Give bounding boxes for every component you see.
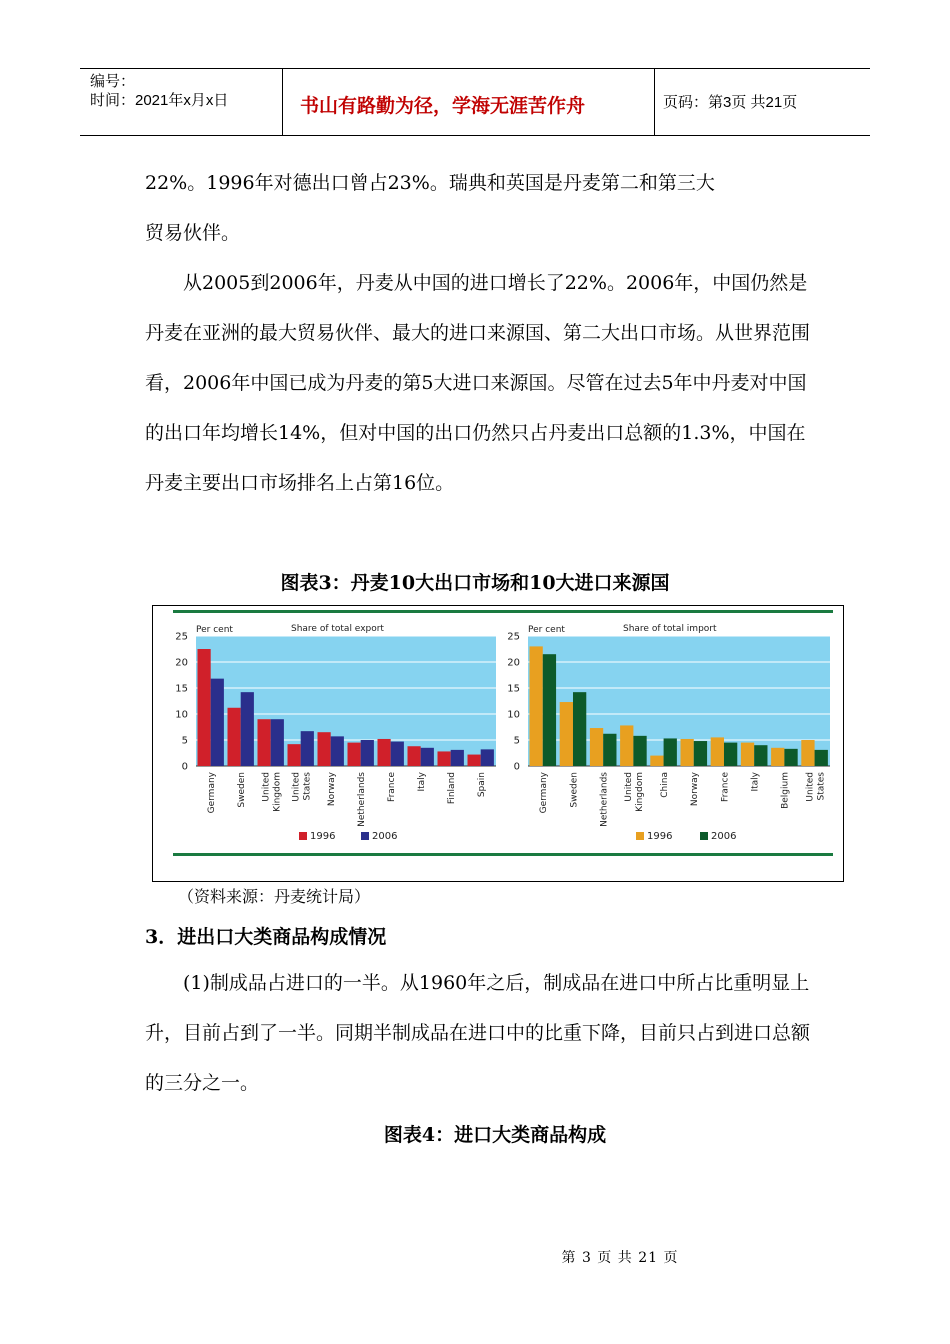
header-number-label: 编号：: [90, 73, 136, 90]
import-category-label: Kingdom: [635, 772, 646, 812]
import-category-label: United: [624, 772, 635, 802]
export-category-label: Spain: [477, 772, 487, 798]
header-time-label: 时间：2021年x月x日: [90, 92, 229, 109]
export-bar-2006: [241, 692, 254, 766]
header-motto: 书山有路勤为径，学海无涯苦作舟: [300, 95, 586, 117]
export-category-label: France: [387, 772, 397, 802]
export-import-charts: [153, 606, 843, 881]
import-category-label: Norway: [690, 772, 701, 807]
import-bar-1996: [741, 743, 754, 766]
import-bar-1996: [590, 728, 603, 766]
export-bar-2006: [421, 748, 434, 766]
paragraph-3-text: (1)制成品占进口的一半。从1960年之后，制成品在进口中所占比重明显上升，目前占到了一半。同期半制成品在进口中的比重下降，目前只占到进口总额的三分之一。: [145, 972, 811, 1094]
export-y-tick-label: 0: [181, 761, 188, 773]
import-bar-2006: [573, 692, 586, 766]
import-y-tick-label: 25: [507, 631, 520, 643]
export-bar-1996: [318, 732, 331, 766]
import-category-label: Belgium: [780, 772, 791, 809]
paragraph-1-line-1: 22%。1996年对德出口曾占23%。瑞典和英国是丹麦第二和第三大: [145, 172, 715, 194]
header-divider-right: [654, 68, 655, 136]
import-y-tick-label: 20: [507, 657, 520, 669]
export-bar-2006: [271, 719, 284, 766]
export-category-label: United: [291, 772, 302, 802]
export-y-tick-label: 20: [175, 657, 188, 669]
import-bar-2006: [754, 745, 767, 766]
export-bar-2006: [481, 749, 494, 766]
import-category-label: China: [659, 772, 670, 798]
export-legend-swatch-2006: [361, 832, 369, 840]
export-bar-1996: [198, 649, 211, 766]
export-bar-1996: [378, 739, 391, 766]
paragraph-2: [145, 258, 815, 508]
export-bar-1996: [288, 744, 301, 766]
export-bar-2006: [301, 731, 314, 766]
import-bar-2006: [543, 654, 556, 766]
export-bar-1996: [348, 743, 361, 766]
import-bar-1996: [650, 756, 663, 766]
export-legend-label: 1996: [310, 831, 336, 842]
section-3-title: 3．进出口大类商品构成情况: [145, 926, 387, 948]
import-bar-2006: [724, 743, 737, 766]
export-bar-2006: [391, 742, 404, 766]
export-category-label: Norway: [327, 772, 337, 807]
import-bar-1996: [620, 725, 633, 766]
figure-3-caption: 图表3：丹麦10大出口市场和10大进口来源国: [280, 572, 670, 594]
export-y-axis-label: Per cent: [196, 625, 233, 635]
import-bar-1996: [560, 702, 573, 766]
export-legend-swatch-1996: [299, 832, 307, 840]
export-y-tick-label: 5: [181, 735, 188, 747]
import-legend-label: 2006: [711, 831, 737, 842]
export-legend-label: 2006: [372, 831, 398, 842]
export-category-label: Kingdom: [272, 772, 283, 812]
export-bar-1996: [258, 719, 271, 766]
import-y-axis-label: Per cent: [528, 625, 565, 635]
export-y-tick-label: 10: [175, 709, 188, 721]
import-chart-title: Share of total import: [623, 624, 717, 634]
import-legend-swatch-2006: [700, 832, 708, 840]
import-bar-2006: [664, 738, 677, 766]
export-category-label: Germany: [207, 772, 217, 814]
export-category-label: Italy: [417, 772, 427, 792]
header-bottom-rule: [80, 135, 870, 136]
page-footer: 第 3 页 共 21 页: [561, 1250, 679, 1266]
import-category-label: United: [805, 772, 816, 802]
paragraph-1-line-2: 贸易伙伴。: [145, 222, 241, 244]
export-category-label: Sweden: [237, 772, 247, 808]
export-category-label: United: [261, 772, 272, 802]
header-top-rule: [80, 68, 870, 69]
export-bar-1996: [468, 755, 481, 766]
import-bar-2006: [603, 734, 616, 766]
import-bar-2006: [784, 749, 797, 766]
import-category-label: Netherlands: [599, 772, 610, 827]
import-y-tick-label: 15: [507, 683, 520, 695]
header-page-info: 页码：第3页 共21页: [663, 94, 798, 111]
import-y-tick-label: 10: [507, 709, 520, 721]
export-bar-2006: [211, 679, 224, 766]
import-bar-1996: [711, 737, 724, 766]
import-bar-2006: [694, 741, 707, 766]
paragraph-1: [145, 158, 815, 258]
import-category-label: States: [816, 772, 827, 801]
import-y-tick-label: 5: [513, 735, 520, 747]
paragraph-3: [145, 958, 815, 1108]
export-category-label: Finland: [447, 772, 457, 805]
import-category-label: France: [720, 772, 731, 802]
import-bar-1996: [771, 748, 784, 766]
export-bar-1996: [408, 746, 421, 766]
export-bar-2006: [451, 750, 464, 766]
import-bar-2006: [633, 736, 646, 766]
import-legend-swatch-1996: [636, 832, 644, 840]
figure-4-caption: 图表4：进口大类商品构成: [383, 1124, 607, 1146]
export-y-tick-label: 25: [175, 631, 188, 643]
import-category-label: Germany: [539, 772, 550, 814]
import-bar-1996: [530, 646, 543, 766]
import-bar-1996: [801, 740, 814, 766]
import-legend-label: 1996: [647, 831, 673, 842]
import-category-label: Sweden: [569, 772, 580, 808]
import-bar-1996: [681, 739, 694, 766]
import-bar-2006: [815, 750, 828, 766]
export-category-label: States: [302, 772, 313, 801]
header-divider-left: [282, 68, 283, 136]
export-bar-2006: [361, 740, 374, 766]
export-bar-1996: [438, 751, 451, 766]
figure-3-frame: [152, 605, 844, 882]
import-y-tick-label: 0: [513, 761, 520, 773]
export-bar-2006: [331, 736, 344, 766]
export-chart-title: Share of total export: [291, 624, 384, 634]
paragraph-2-text: 从2005到2006年，丹麦从中国的进口增长了22%。2006年，中国仍然是丹麦在亚洲的最大贸易伙伴、最大的进口来源国、第二大出口市场。从世界范围看，2006年中国已成为丹麦的第5大进口来源国。尽管在过去5年中丹麦对中国的出口年均增长14%，但对中国的出口仍然只占丹麦出口总额的1.3%，中国在丹麦主要出口市场排名上占第16位。: [145, 272, 811, 494]
figure-3-source: （资料来源：丹麦统计局）: [178, 887, 371, 906]
import-category-label: Italy: [750, 772, 761, 792]
export-bar-1996: [228, 708, 241, 766]
export-category-label: Netherlands: [357, 772, 367, 827]
export-y-tick-label: 15: [175, 683, 188, 695]
